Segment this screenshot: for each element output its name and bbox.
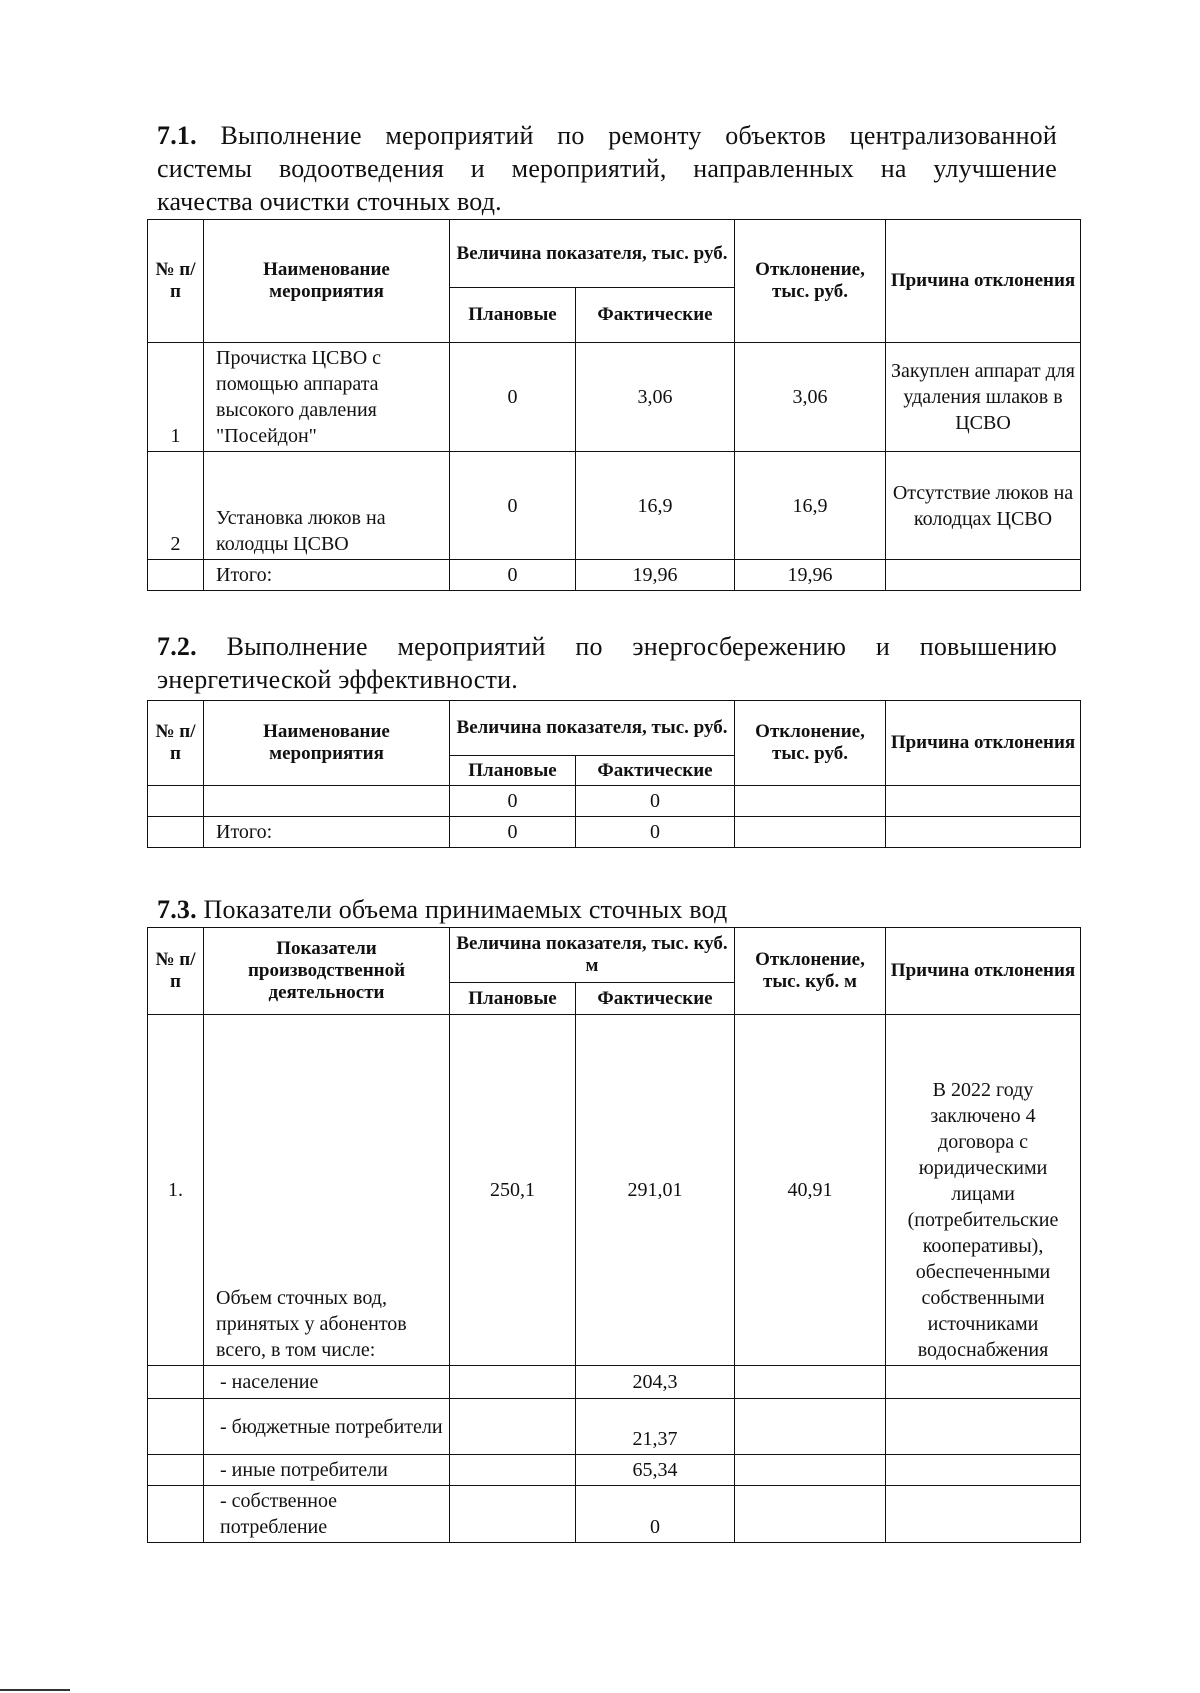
row-deviation <box>735 786 886 817</box>
table-row <box>148 1399 1081 1455</box>
row-reason <box>886 786 1081 817</box>
total-row <box>148 560 1081 591</box>
row-plan: 0 <box>450 343 576 452</box>
section-7-1-heading-line3 <box>157 185 1057 218</box>
row-deviation <box>735 1455 886 1486</box>
row-deviation: 16,9 <box>735 452 886 560</box>
header-plan: Плановые <box>450 983 576 1015</box>
section-number: 7.1. <box>157 121 197 150</box>
row-reason <box>886 1366 1081 1399</box>
row-fact: 16,9 <box>576 452 735 560</box>
total-reason <box>886 560 1081 591</box>
row-deviation <box>735 1486 886 1543</box>
heading-line: Выполнение мероприятий по энергосбережению и повышению <box>226 632 1058 661</box>
header-deviation: Отклонение, тыс. руб. <box>735 220 886 343</box>
header-fact: Фактические <box>576 288 735 343</box>
header-reason: Причина отклонения <box>886 928 1081 1015</box>
section-number: 7.2. <box>157 632 197 661</box>
heading-line: системы водоотведения и мероприятий, направленных на улучшение <box>157 154 1057 183</box>
row-fact: 204,3 <box>576 1366 735 1399</box>
row-reason: Закуплен аппарат для удаления шлаков в ЦСВО <box>886 343 1081 452</box>
total-no <box>148 817 204 848</box>
row-no <box>148 1455 204 1486</box>
table-row <box>148 1486 1081 1543</box>
row-reason: Отсутствие люков на колодцах ЦСВО <box>886 452 1081 560</box>
total-reason <box>886 817 1081 848</box>
row-name: Объем сточных вод, принятых у абонентов всего, в том числе: <box>204 1015 450 1366</box>
header-plan: Плановые <box>450 288 576 343</box>
section-7-3-heading <box>157 893 1057 926</box>
total-row <box>148 817 1081 848</box>
section-7-2-heading <box>157 630 1057 663</box>
header-deviation: Отклонение, тыс. руб. <box>735 701 886 786</box>
row-fact: 3,06 <box>576 343 735 452</box>
table-row <box>148 343 1081 452</box>
header-reason: Причина отклонения <box>886 220 1081 343</box>
header-deviation: Отклонение, тыс. куб. м <box>735 928 886 1015</box>
row-name: - бюджетные потребители <box>204 1399 450 1455</box>
heading-line: Выполнение мероприятий по ремонту объектов централизованной <box>220 121 1057 150</box>
row-no <box>148 1366 204 1399</box>
row-reason <box>886 1486 1081 1543</box>
header-reason: Причина отклонения <box>886 701 1081 786</box>
header-name: Наименование мероприятия <box>204 701 450 786</box>
row-reason <box>886 1455 1081 1486</box>
table-row <box>148 1455 1081 1486</box>
row-deviation <box>735 1366 886 1399</box>
row-reason: В 2022 году заключено 4 договора с юридическими лицами (потребительские кооперативы), обеспеченными собственными источниками водоснабжения <box>886 1015 1081 1366</box>
table-7-1 <box>147 219 1081 591</box>
row-fact: 65,34 <box>576 1455 735 1486</box>
header-no: № п/п <box>148 220 204 343</box>
row-plan <box>450 1486 576 1543</box>
row-fact: 0 <box>576 1486 735 1543</box>
table-row <box>148 1015 1081 1366</box>
header-no: № п/п <box>148 928 204 1015</box>
row-name: - собственное потребление <box>204 1486 450 1543</box>
row-plan <box>450 1399 576 1455</box>
section-7-1-heading <box>157 119 1057 152</box>
header-no: № п/п <box>148 701 204 786</box>
heading-line: качества очистки сточных вод. <box>157 187 502 216</box>
row-fact: 291,01 <box>576 1015 735 1366</box>
row-fact: 0 <box>576 786 735 817</box>
total-fact: 19,96 <box>576 560 735 591</box>
section-number: 7.3. <box>157 895 197 924</box>
table-row <box>148 452 1081 560</box>
row-plan: 250,1 <box>450 1015 576 1366</box>
total-no <box>148 560 204 591</box>
table-7-3 <box>147 927 1081 1543</box>
row-no: 1. <box>148 1015 204 1366</box>
header-plan: Плановые <box>450 756 576 786</box>
total-deviation <box>735 817 886 848</box>
header-fact: Фактические <box>576 756 735 786</box>
section-7-2-heading-line2 <box>157 663 1057 696</box>
total-plan: 0 <box>450 817 576 848</box>
page-edge-mark <box>0 1689 70 1691</box>
row-no: 1 <box>148 343 204 452</box>
header-name: Наименование мероприятия <box>204 220 450 343</box>
heading-line: Показатели объема принимаемых сточных вод <box>203 895 728 924</box>
row-no: 2 <box>148 452 204 560</box>
row-plan: 0 <box>450 452 576 560</box>
heading-line: энергетической эффективности. <box>157 665 518 694</box>
row-deviation <box>735 1399 886 1455</box>
header-fact: Фактические <box>576 983 735 1015</box>
header-name: Показатели производственной деятельности <box>204 928 450 1015</box>
row-deviation: 40,91 <box>735 1015 886 1366</box>
row-name: Установка люков на колодцы ЦСВО <box>204 452 450 560</box>
row-name: - иные потребители <box>204 1455 450 1486</box>
row-fact: 21,37 <box>576 1399 735 1455</box>
row-name <box>204 786 450 817</box>
row-name: Прочистка ЦСВО с помощью аппарата высокого давления "Посейдон" <box>204 343 450 452</box>
total-fact: 0 <box>576 817 735 848</box>
row-plan <box>450 1366 576 1399</box>
row-plan: 0 <box>450 786 576 817</box>
header-value: Величина показателя, тыс. руб. <box>450 701 735 756</box>
row-reason <box>886 1399 1081 1455</box>
table-7-2 <box>147 700 1081 848</box>
section-7-1-heading-line2 <box>157 152 1057 185</box>
row-no <box>148 786 204 817</box>
total-deviation: 19,96 <box>735 560 886 591</box>
row-name: - население <box>204 1366 450 1399</box>
total-label: Итого: <box>204 560 450 591</box>
row-no <box>148 1399 204 1455</box>
total-label: Итого: <box>204 817 450 848</box>
table-row <box>148 1366 1081 1399</box>
header-value: Величина показателя, тыс. руб. <box>450 220 735 288</box>
total-plan: 0 <box>450 560 576 591</box>
table-row <box>148 786 1081 817</box>
row-deviation: 3,06 <box>735 343 886 452</box>
row-plan <box>450 1455 576 1486</box>
header-value: Величина показателя, тыс. куб. м <box>450 928 735 983</box>
row-no <box>148 1486 204 1543</box>
